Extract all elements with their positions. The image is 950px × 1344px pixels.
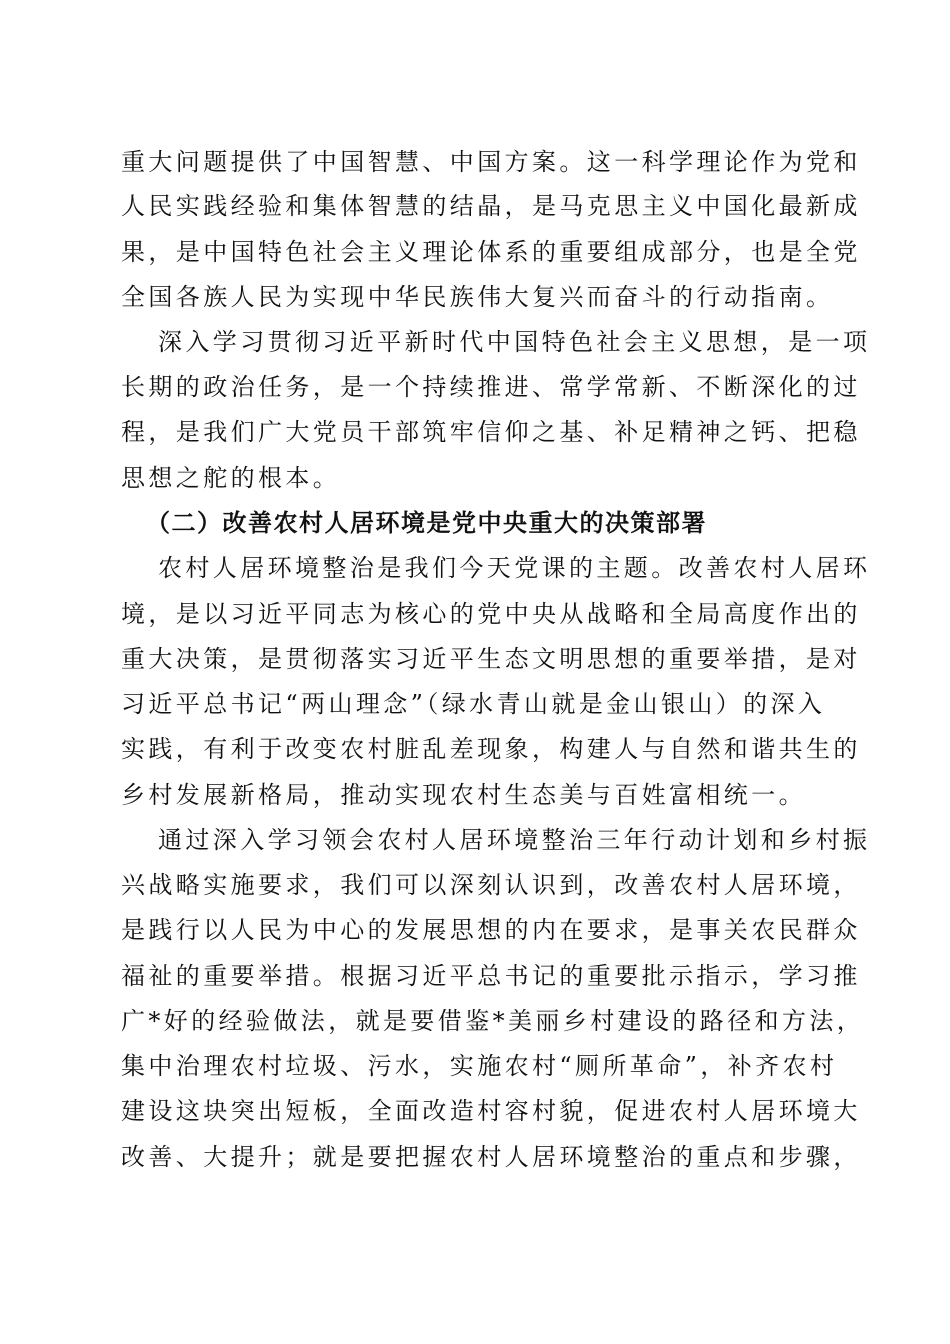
text-line: 改善、大提升；就是要把握农村人居环境整治的重点和步骤， <box>121 1143 861 1171</box>
text-line: 思想之舵的根本。 <box>121 464 341 492</box>
text-line: 程，是我们广大党员干部筑牢信仰之基、补足精神之钙、把稳 <box>121 418 861 446</box>
text-line: 人民实践经验和集体智慧的结晶，是马克思主义中国化最新成 <box>121 192 861 220</box>
text-line: 习近平总书记“两山理念”（绿水青山就是金山银山）的深入 <box>121 690 826 718</box>
text-line: 通过深入学习领会农村人居环境整治三年行动计划和乡村振 <box>158 826 871 854</box>
text-line: 福祉的重要举措。根据习近平总书记的重要批示指示，学习推 <box>121 962 861 990</box>
text-line: 长期的政治任务，是一个持续推进、常学常新、不断深化的过 <box>121 373 861 401</box>
text-line: 重大问题提供了中国智慧、中国方案。这一科学理论作为党和 <box>121 148 861 176</box>
text-line: 兴战略实施要求，我们可以深刻认识到，改善农村人居环境， <box>121 871 861 899</box>
text-line: 建设这块突出短板，全面改造村容村貌，促进农村人居环境大 <box>121 1097 861 1125</box>
text-line: 是践行以人民为中心的发展思想的内在要求，是事关农民群众 <box>121 916 861 944</box>
text-line: 重大决策，是贯彻落实习近平生态文明思想的重要举措，是对 <box>121 645 861 673</box>
section-heading: （二）改善农村人居环境是党中央重大的决策部署 <box>146 508 707 537</box>
text-line: 实践，有利于改变农村脏乱差现象，构建人与自然和谐共生的 <box>121 735 861 763</box>
text-line: 乡村发展新格局，推动实现农村生态美与百姓富相统一。 <box>121 781 806 809</box>
text-line: 果，是中国特色社会主义理论体系的重要组成部分，也是全党 <box>121 238 861 266</box>
text-line: 广*好的经验做法，就是要借鉴*美丽乡村建设的路径和方法， <box>121 1007 865 1035</box>
text-line: 境，是以习近平同志为核心的党中央从战略和全局高度作出的 <box>121 600 861 628</box>
text-line: 集中治理农村垃圾、污水，实施农村“厕所革命”，补齐农村 <box>121 1052 838 1080</box>
text-line: 深入学习贯彻习近平新时代中国特色社会主义思想，是一项 <box>158 328 871 356</box>
text-line: 农村人居环境整治是我们今天党课的主题。改善农村人居环 <box>158 554 871 582</box>
text-line: 全国各族人民为实现中华民族伟大复兴而奋斗的行动指南。 <box>121 283 834 311</box>
